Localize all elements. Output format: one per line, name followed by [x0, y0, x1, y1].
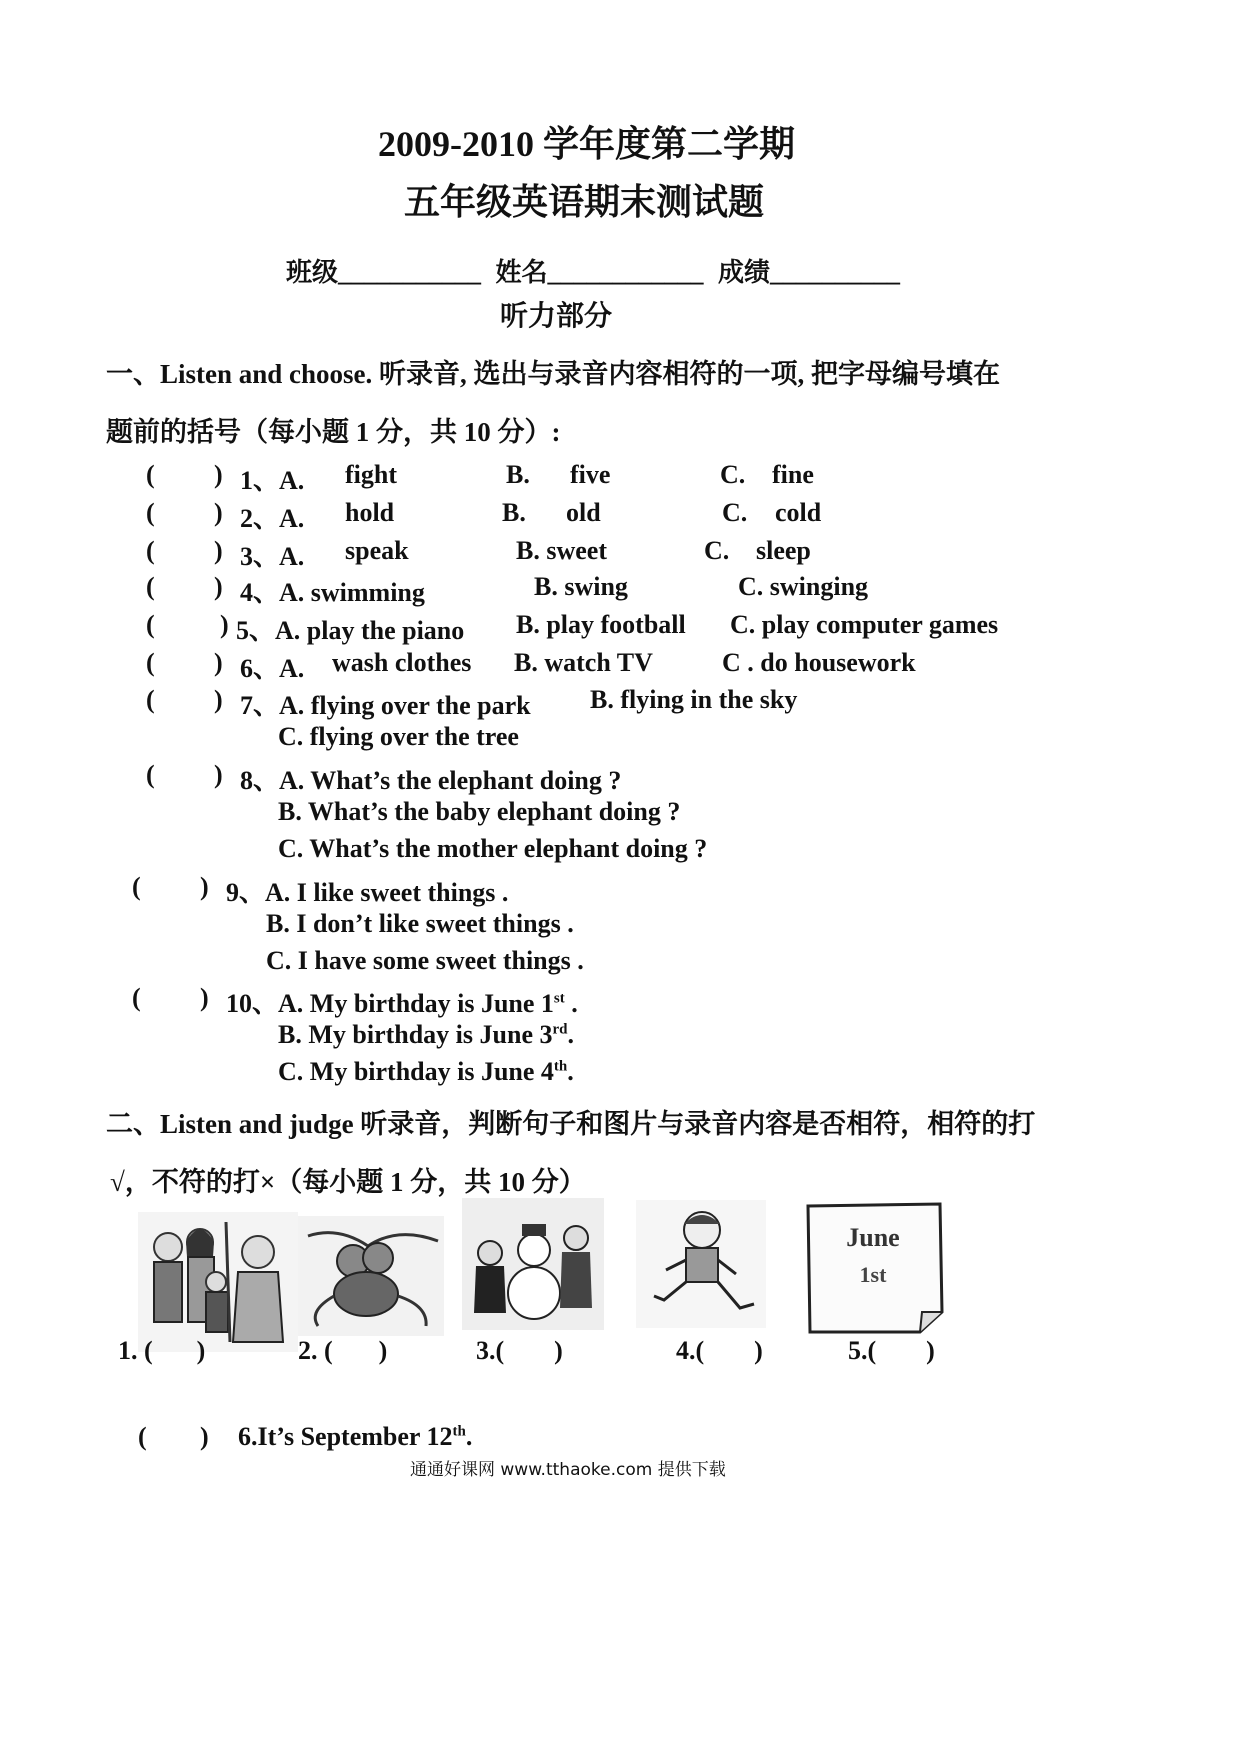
monkeys-illustration — [298, 1216, 444, 1336]
family-picture — [138, 1212, 298, 1352]
answer-paren-close: ) — [214, 685, 223, 714]
q5-option-c: C. play computer games — [730, 610, 999, 639]
boy-illustration — [636, 1200, 766, 1328]
q1-c-label: C. — [720, 460, 746, 489]
q10-option-a-sup: st — [553, 990, 565, 1007]
answer-paren-close: ) — [214, 460, 223, 489]
pic-answer-1[interactable] — [118, 1336, 205, 1366]
pic-answer-5[interactable] — [848, 1336, 935, 1366]
q3-option-c: sleep — [756, 536, 811, 565]
q3-option-a: speak — [345, 536, 409, 565]
answer-paren-close: ) — [214, 572, 223, 601]
q2-b-label: B. — [502, 498, 526, 527]
section-title: 听力部分 — [500, 301, 613, 332]
pic-answer-4[interactable] — [676, 1336, 763, 1366]
calendar-illustration — [804, 1200, 946, 1336]
score-blank: __________ — [770, 258, 901, 287]
name-blank: ____________ — [547, 258, 704, 287]
q2-c-label: C. — [722, 498, 748, 527]
answer-paren-open[interactable]: ( — [132, 872, 141, 901]
q4-number-option-a: 4、A. swimming — [240, 578, 425, 607]
part1-heading-line2: 题前的括号（每小题 1 分，共 10 分）: — [106, 417, 561, 447]
q8-option-b: B. What’s the baby elephant doing ? — [278, 797, 681, 826]
answer-paren-open[interactable]: ( — [146, 685, 155, 714]
answer-paren-open[interactable]: ( — [146, 498, 155, 527]
class-blank: ___________ — [338, 258, 482, 287]
pic-answer-4-label: 4.( — [676, 1336, 705, 1365]
footer-source: 通通好课网 www.tthaoke.com 提供下载 — [410, 1460, 726, 1480]
q1-number: 1、A. — [240, 466, 305, 495]
answer-paren-close: ) — [200, 872, 209, 901]
pic-answer-2-label: 2. ( — [298, 1336, 333, 1365]
q8-option-c: C. What’s the mother elephant doing ? — [278, 834, 708, 863]
answer-paren-close: ) — [214, 536, 223, 565]
calendar-month: June — [846, 1223, 900, 1252]
q10-option-c-sup: th — [553, 1058, 568, 1075]
monkeys-picture — [298, 1216, 444, 1336]
q1-option-c: fine — [772, 460, 814, 489]
name-label: 姓名 — [495, 258, 548, 287]
q10-option-b-sup: rd — [552, 1021, 568, 1038]
q9-option-c: C. I have some sweet things . — [266, 946, 584, 975]
pic-answer-3[interactable] — [476, 1336, 563, 1366]
answer-paren-open[interactable]: ( — [146, 648, 155, 677]
q6-option-a: wash clothes — [332, 648, 472, 677]
answer-paren-open[interactable]: ( — [146, 760, 155, 789]
q2-option-b: old — [566, 498, 601, 527]
pic-answer-1-label: 1. ( — [118, 1336, 153, 1365]
exam-title-line2: 五年级英语期末测试题 — [404, 182, 765, 222]
part2-q6-text — [238, 1422, 472, 1452]
q10-option-c-text: C. My birthday is June 4 — [278, 1057, 554, 1086]
q5-option-b: B. play football — [516, 610, 686, 639]
calendar-day: 1st — [859, 1262, 887, 1287]
answer-paren-open[interactable]: ( — [138, 1422, 147, 1451]
q9-option-b: B. I don’t like sweet things . — [266, 909, 574, 938]
q10-option-c-end: . — [567, 1057, 574, 1086]
calendar-picture — [804, 1200, 946, 1336]
q10-option-a-end: . — [564, 989, 578, 1018]
pic-answer-2[interactable] — [298, 1336, 387, 1366]
pic-answer-4-close: ) — [754, 1336, 763, 1365]
q3-number: 3、A. — [240, 542, 305, 571]
answer-paren-close: ) — [220, 610, 229, 639]
part1-heading-line1: 一、Listen and choose. 听录音, 选出与录音内容相符的一项, 把字母编号填在 — [106, 359, 1001, 389]
q7-option-b: B. flying in the sky — [590, 685, 798, 714]
q10-option-b-text: B. My birthday is June 3 — [278, 1020, 553, 1049]
q4-option-b: B. swing — [534, 572, 628, 601]
score-label: 成绩 — [718, 258, 771, 287]
q5-number-option-a: 5、A. play the piano — [236, 616, 465, 645]
answer-paren-open[interactable]: ( — [146, 572, 155, 601]
part2-heading-line1: 二、Listen and judge 听录音，判断句子和图片与录音内容是否相符，相符的打 — [106, 1109, 1036, 1139]
q9-number-option-a: 9、A. I like sweet things . — [226, 878, 509, 907]
q1-option-a: fight — [345, 460, 397, 489]
part2-q6-main: 6.It’s September 12 — [238, 1422, 453, 1451]
answer-paren-open[interactable]: ( — [146, 610, 155, 639]
exam-title-line1: 2009-2010 学年度第二学期 — [378, 124, 795, 164]
q4-option-c: C. swinging — [738, 572, 869, 601]
answer-paren-close: ) — [200, 1422, 209, 1451]
answer-paren-close: ) — [214, 498, 223, 527]
answer-paren-close: ) — [214, 648, 223, 677]
answer-paren-close: ) — [214, 760, 223, 789]
pic-answer-3-close: ) — [554, 1336, 563, 1365]
part2-q6-sup: th — [452, 1423, 466, 1440]
pic-answer-5-label: 5.( — [848, 1336, 877, 1365]
class-label: 班级 — [286, 258, 339, 287]
q10-number-option-a — [226, 983, 578, 1020]
answer-paren-open[interactable]: ( — [132, 983, 141, 1012]
pic-answer-5-close: ) — [926, 1336, 935, 1365]
q2-option-c: cold — [775, 498, 822, 527]
student-info-row — [286, 252, 900, 289]
q6-option-b: B. watch TV — [514, 648, 653, 677]
q10-option-b-end: . — [567, 1020, 574, 1049]
answer-paren-close: ) — [200, 983, 209, 1012]
q1-option-b: five — [570, 460, 611, 489]
q10-option-a-text: 10、A. My birthday is June 1 — [226, 989, 554, 1018]
snowman-picture — [462, 1198, 604, 1330]
part2-heading-line2: √，不符的打×（每小题 1 分，共 10 分） — [110, 1167, 586, 1197]
answer-paren-open[interactable]: ( — [146, 460, 155, 489]
family-illustration — [138, 1212, 298, 1352]
q1-b-label: B. — [506, 460, 530, 489]
pic-answer-1-close: ) — [196, 1336, 206, 1365]
q6-number: 6、A. — [240, 654, 305, 683]
q2-option-a: hold — [345, 498, 395, 527]
q8-number-option-a: 8、A. What’s the elephant doing ? — [240, 766, 622, 795]
pic-answer-2-close: ) — [378, 1336, 388, 1365]
snowman-illustration — [462, 1198, 604, 1330]
q10-option-c — [278, 1057, 574, 1087]
q6-option-c: C . do housework — [722, 648, 916, 677]
answer-paren-open[interactable]: ( — [146, 536, 155, 565]
q2-number: 2、A. — [240, 504, 305, 533]
pic-answer-3-label: 3.( — [476, 1336, 505, 1365]
part2-q6-end: . — [465, 1422, 473, 1451]
q10-option-b — [278, 1020, 574, 1050]
q3-option-b: B. sweet — [516, 536, 607, 565]
q3-c-label: C. — [704, 536, 730, 565]
boy-picture — [636, 1200, 766, 1328]
q7-option-c: C. flying over the tree — [278, 722, 519, 751]
q7-number-option-a: 7、A. flying over the park — [240, 691, 531, 720]
